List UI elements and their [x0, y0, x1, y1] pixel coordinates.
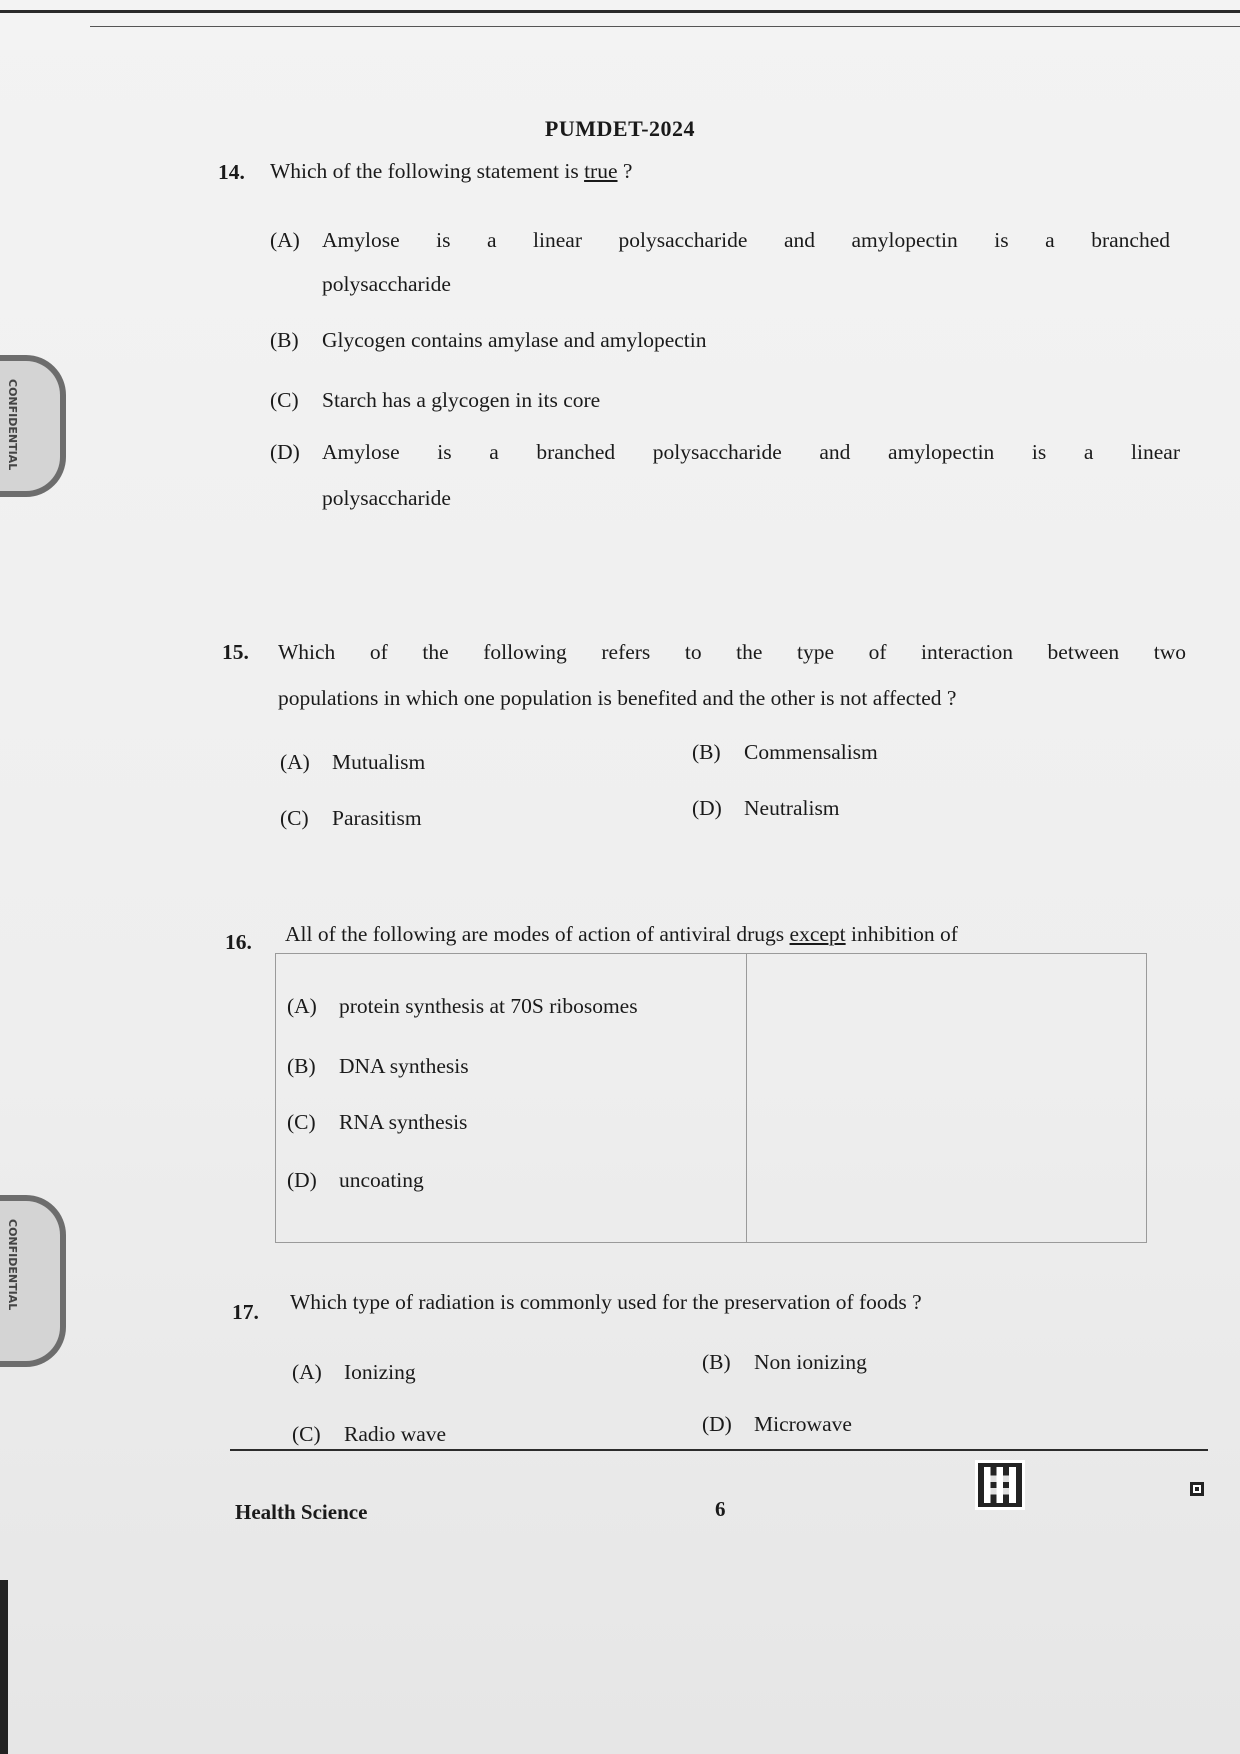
- square-marker-icon: [1190, 1482, 1204, 1496]
- option-d: [270, 440, 1180, 465]
- question-stem: [290, 1290, 1190, 1315]
- exam-title: PUMDET-2024: [544, 116, 696, 141]
- option-b: [692, 740, 1072, 765]
- option-c: [292, 1422, 672, 1447]
- stem-text: populations in which one population is benefited and the other is not affected ?: [278, 686, 957, 710]
- option-letter: (A): [280, 750, 310, 774]
- option-text: Radio wave: [344, 1422, 447, 1446]
- option-letter: (C): [280, 806, 309, 830]
- option-a: [270, 228, 1170, 253]
- option-letter: (A): [292, 1360, 322, 1384]
- question-number: 14.: [218, 160, 245, 184]
- option-letter: (A): [270, 228, 300, 252]
- stem-text: Which type of radiation is commonly used for the preservation of foods ?: [290, 1290, 922, 1314]
- option-text: Commensalism: [744, 740, 878, 764]
- option-text: Microwave: [754, 1412, 852, 1436]
- option-d: [287, 1168, 907, 1193]
- option-b: [702, 1350, 1082, 1375]
- option-text: DNA synthesis: [339, 1054, 469, 1078]
- option-d: [692, 796, 1072, 821]
- option-a-continued: [322, 272, 1022, 297]
- question-stem: [285, 922, 1185, 947]
- option-text: RNA synthesis: [339, 1110, 468, 1134]
- question-15: [222, 640, 1186, 840]
- qr-code-pattern: [984, 1469, 1016, 1501]
- question-number: 17.: [232, 1300, 259, 1324]
- option-text: Non ionizing: [754, 1350, 867, 1374]
- option-letter: (D): [287, 1168, 317, 1192]
- option-a: [292, 1360, 672, 1385]
- stem-text: Which of the following refers to the type of interaction between two: [278, 640, 1186, 664]
- qr-code-icon: [978, 1463, 1022, 1507]
- stem-emphasis: true: [584, 159, 618, 183]
- page-number: 6: [715, 1497, 726, 1521]
- stem-emphasis: except: [789, 922, 846, 946]
- option-letter: (B): [692, 740, 721, 764]
- question-number: 15.: [222, 640, 249, 664]
- option-letter: (A): [287, 994, 317, 1018]
- option-b: [287, 1054, 907, 1079]
- option-text: protein synthesis at 70S ribosomes: [339, 994, 638, 1018]
- option-letter: (D): [692, 796, 722, 820]
- stem-text-part: All of the following are modes of action of antiviral drugs: [285, 922, 790, 946]
- option-c: [287, 1110, 907, 1135]
- option-letter: (D): [702, 1412, 732, 1436]
- seal-label: CONFIDENTIAL: [6, 379, 19, 471]
- option-c: [270, 388, 1170, 413]
- option-text: Glycogen contains amylase and amylopectin: [322, 328, 707, 352]
- option-text: Mutualism: [332, 750, 426, 774]
- option-text: Amylose is a linear polysaccharide and amylopectin is a branched: [322, 228, 1170, 252]
- stem-text: Which of the following statement is: [270, 159, 585, 183]
- option-letter: (B): [270, 328, 299, 352]
- option-text: Starch has a glycogen in its core: [322, 388, 601, 412]
- option-text: Ionizing: [344, 1360, 416, 1384]
- option-a: [280, 750, 660, 775]
- option-b: [270, 328, 1170, 353]
- question-16: [225, 922, 1185, 1210]
- option-c: [280, 806, 660, 831]
- question-stem-continued: [278, 686, 1186, 711]
- stem-text-part: inhibition of: [845, 922, 958, 946]
- option-letter: (B): [702, 1350, 731, 1374]
- option-text: polysaccharide: [322, 486, 451, 510]
- footer-subject: Health Science: [235, 1500, 368, 1524]
- question-14: [218, 160, 1178, 560]
- option-a: [287, 994, 907, 1019]
- option-letter: (C): [270, 388, 299, 412]
- option-letter: (D): [270, 440, 300, 464]
- option-text: Parasitism: [332, 806, 422, 830]
- option-text: polysaccharide: [322, 272, 451, 296]
- option-d: [702, 1412, 1082, 1437]
- question-number: 16.: [225, 930, 252, 954]
- option-d-continued: [322, 486, 1022, 511]
- question-17: [232, 1290, 1192, 1450]
- footer-divider: [230, 1449, 1208, 1451]
- option-text: Amylose is a branched polysaccharide and amylopectin is a linear: [322, 440, 1180, 464]
- option-letter: (C): [292, 1422, 321, 1446]
- option-text: uncoating: [339, 1168, 424, 1192]
- question-stem: [278, 640, 1186, 665]
- stem-text: ?: [617, 159, 633, 183]
- option-letter: (B): [287, 1054, 316, 1078]
- seal-label: CONFIDENTIAL: [6, 1219, 19, 1311]
- stem-text: [285, 922, 1185, 947]
- question-stem: [270, 148, 1170, 194]
- option-letter: (C): [287, 1110, 316, 1134]
- option-text: Neutralism: [744, 796, 840, 820]
